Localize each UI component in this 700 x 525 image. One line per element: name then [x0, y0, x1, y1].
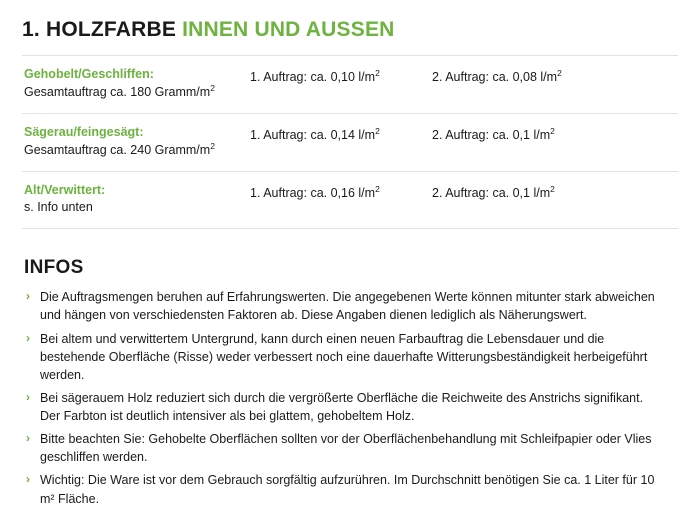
surface-label: Gehobelt/Geschliffen:	[24, 67, 154, 82]
table-row	[22, 172, 678, 230]
table-cell-surface	[22, 182, 250, 217]
list-item	[22, 430, 678, 466]
list-item-text: Bitte beachten Sie: Gehobelte Oberflächen sollten vor der Oberflächenbehandlung mit Schleifpapier oder Vlies geschliffen werden.	[40, 432, 652, 465]
table-cell-first-coat	[250, 66, 432, 86]
second-coat-sup: 2	[557, 67, 562, 78]
chevron-right-icon: ›	[26, 389, 30, 404]
second-coat-text: 2. Auftrag: ca. 0,1 l/m	[432, 185, 551, 200]
table-cell-second-coat	[432, 124, 678, 144]
table-cell-surface	[22, 66, 250, 101]
chevron-right-icon: ›	[26, 289, 30, 304]
surface-label: Sägerau/feingesägt:	[24, 124, 144, 139]
total-coverage-text: Gesamtauftrag ca. 240 Gramm/m	[24, 142, 211, 157]
first-coat-text: 1. Auftrag: ca. 0,16 l/m	[250, 185, 376, 200]
table-cell-first-coat	[250, 182, 432, 202]
first-coat-sup: 2	[375, 125, 380, 136]
chevron-right-icon: ›	[26, 431, 30, 446]
second-coat-sup: 2	[550, 183, 555, 194]
table-cell-surface	[22, 124, 250, 159]
page-title-highlight: INNEN UND AUSSEN	[182, 18, 395, 41]
chevron-right-icon: ›	[26, 472, 30, 487]
list-item-text: Bei altem und verwittertem Untergrund, kann durch einen neuen Farbauftrag die Lebensdauer und die bestehende Oberfläche (Risse) weder verbessert noch eine dauerhafte Witterungsbeständigkeit herbeigeführt werden.	[40, 331, 648, 382]
surface-label: Alt/Verwittert:	[24, 182, 106, 197]
table-cell-second-coat	[432, 66, 678, 86]
total-coverage-label	[24, 84, 250, 101]
page-title	[22, 18, 678, 41]
list-item	[22, 288, 678, 324]
total-coverage-text: Gesamtauftrag ca. 180 Gramm/m	[24, 84, 211, 99]
total-coverage-sup: 2	[210, 140, 215, 151]
second-coat-sup: 2	[550, 125, 555, 136]
table-cell-second-coat	[432, 182, 678, 202]
total-coverage-sup: 2	[210, 82, 215, 93]
first-coat-text: 1. Auftrag: ca. 0,10 l/m	[250, 70, 376, 85]
total-coverage-text: s. Info unten	[24, 200, 93, 215]
chevron-right-icon: ›	[26, 330, 30, 345]
table-row	[22, 55, 678, 114]
list-item	[22, 471, 678, 507]
list-item	[22, 389, 678, 425]
first-coat-text: 1. Auftrag: ca. 0,14 l/m	[250, 127, 376, 142]
infos-list	[22, 288, 678, 507]
table-row	[22, 114, 678, 172]
list-item-text: Die Auftragsmengen beruhen auf Erfahrungswerten. Die angegebenen Werte können mitunter stark abweichen und hängen von verschiedensten Faktoren ab. Diese Angaben dienen lediglich als Näherungswert.	[40, 290, 655, 323]
total-coverage-label	[24, 199, 250, 216]
page-title-number: 1. HOLZFARBE	[22, 18, 177, 41]
second-coat-text: 2. Auftrag: ca. 0,08 l/m	[432, 70, 558, 85]
list-item-text: Wichtig: Die Ware ist vor dem Gebrauch sorgfältig aufzurühren. Im Durchschnitt benötigen Sie ca. 1 Liter für 10 m² Fläche.	[40, 473, 655, 506]
list-item	[22, 330, 678, 384]
second-coat-text: 2. Auftrag: ca. 0,1 l/m	[432, 127, 551, 142]
coverage-table	[22, 55, 678, 229]
list-item-text: Bei sägerauem Holz reduziert sich durch die vergrößerte Oberfläche die Reichweite des Anstrichs signifikant. Der Farbton ist deutlich intensiver als bei glattem, gehobeltem Holz.	[40, 390, 644, 424]
total-coverage-label	[24, 142, 250, 159]
first-coat-sup: 2	[375, 183, 380, 194]
table-cell-first-coat	[250, 124, 432, 144]
first-coat-sup: 2	[375, 67, 380, 78]
infos-heading: INFOS	[24, 257, 84, 279]
